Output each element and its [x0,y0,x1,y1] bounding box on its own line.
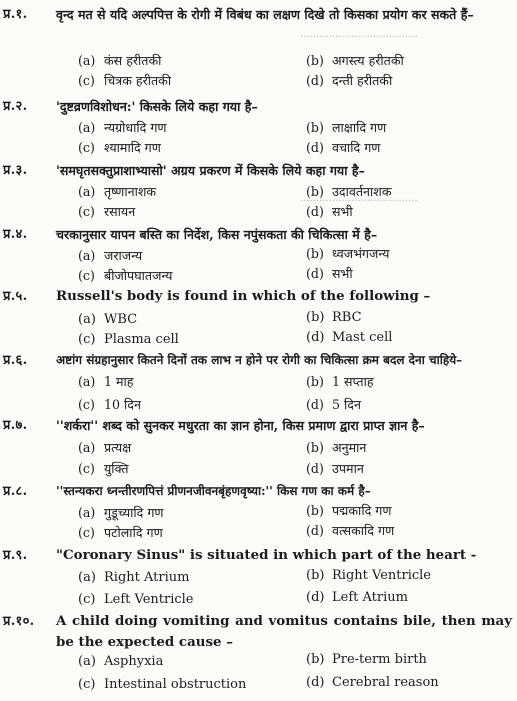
show-through-text: ····································· [300,196,418,207]
question-number: प्र.२. [3,99,28,114]
option-b: (b) ध्वजभंगजन्य [306,246,390,261]
question-text: 'समघृतसक्तुप्राशाभ्यासो' अग्रय प्रकरण में किसके लिये कहा गया है– [56,163,365,178]
option-a: (a) कंस हरीतकी [78,53,162,68]
option-c: (c) चित्रक हरीतकी [78,73,172,88]
option-c: (c) श्यामादि गण [78,140,161,155]
option-d: (d) Mast cell [306,330,393,345]
option-a: (a) WBC [78,312,138,327]
option-b: (b) अगस्त्य हरीतकी [306,53,404,68]
option-d: (d) वत्सकादि गण [306,523,395,538]
question-text: A child doing vomiting and vomitus contains bile, then may be the expected cause – [56,613,512,650]
question-number: प्र.१. [3,7,28,22]
question-text: ''शर्करा'' शब्द को सुनकर मधुरता का ज्ञान होना, किस प्रमाण द्वारा प्राप्त ज्ञान है– [56,418,425,433]
question-number: प्र.७. [3,418,28,433]
option-a: (a) प्रत्यक्ष [78,440,132,455]
option-c: (c) Plasma cell [78,332,179,347]
option-b: (b) Right Ventricle [306,568,431,583]
option-d: (d) Cerebral reason [306,675,439,690]
question-text: "Coronary Sinus" is situated in which part of the heart - [56,547,477,563]
option-c: (c) पटोलादि गण [78,525,163,540]
option-a: (a) न्यग्रोधादि गण [78,120,167,135]
option-c: (c) 10 दिन [78,397,141,412]
question-text: अष्टांग संग्रहानुसार कितने दिनों तक लाभ न होने पर रोगी का चिकित्सा क्रम बदल देना चाहिये– [56,353,463,367]
question-text: 'दुष्टव्रणविशोधन:' किसके लिये कहा गया है– [56,99,258,114]
question-number: प्र.५. [3,289,28,304]
option-b: (b) लाक्षादि गण [306,120,387,135]
option-b: (b) अनुमान [306,440,367,455]
option-d: (d) वचादि गण [306,140,381,155]
option-b: (b) Pre-term birth [306,652,427,667]
question-number: प्र.१०. [3,614,35,629]
option-c: (c) बीजोपघातजन्य [78,268,173,283]
show-through-text: ····································· [300,32,418,43]
option-c: (c) युक्ति [78,461,129,476]
question-text: ''स्तन्यकरा ध्नन्तीरणपित्तं प्रीणनजीवनबृंहणवृष्या:'' किस गण का कर्म है– [56,484,371,498]
question-number: प्र.४. [3,227,28,242]
option-d: (d) दन्ती हरीतकी [306,73,393,88]
option-c: (c) Intestinal obstruction [78,677,247,692]
question-number: प्र.८. [3,484,28,499]
option-d: (d) 5 दिन [306,397,361,412]
option-b: (b) पद्मकादि गण [306,503,392,518]
option-d: (d) सभी [306,266,353,281]
question-number: प्र.६. [3,353,28,368]
option-c: (c) रसायन [78,204,136,219]
option-d: (d) Left Atrium [306,590,408,605]
question-text: Russell's body is found in which of the following – [56,288,431,304]
option-a: (a) 1 माह [78,374,134,389]
option-a: (a) जराजन्य [78,248,143,263]
option-a: (a) Asphyxia [78,654,164,669]
question-text: वृन्द मत से यदि अल्पपित्त के रोगी में विबंध का लक्षण दिखे तो किसका प्रयोग कर सकते हैं– [56,7,474,22]
option-d: (d) उपमान [306,461,364,476]
option-b: (b) उदावर्तनाशक [306,184,392,199]
option-d: (d) सभी [306,204,353,219]
option-a: (a) Right Atrium [78,570,190,585]
option-a: (a) तृष्णानाशक [78,184,157,199]
option-b: (b) RBC [306,310,362,325]
option-b: (b) 1 सप्ताह [306,374,374,389]
question-text: चरकानुसार यापन बस्ति का निर्देश, किस नपुंसकता की चिकित्सा में है– [56,227,378,242]
option-c: (c) Left Ventricle [78,592,194,607]
option-a: (a) गुडूच्यादि गण [78,505,164,520]
question-number: प्र.३. [3,163,28,178]
question-number: प्र.९. [3,548,28,563]
